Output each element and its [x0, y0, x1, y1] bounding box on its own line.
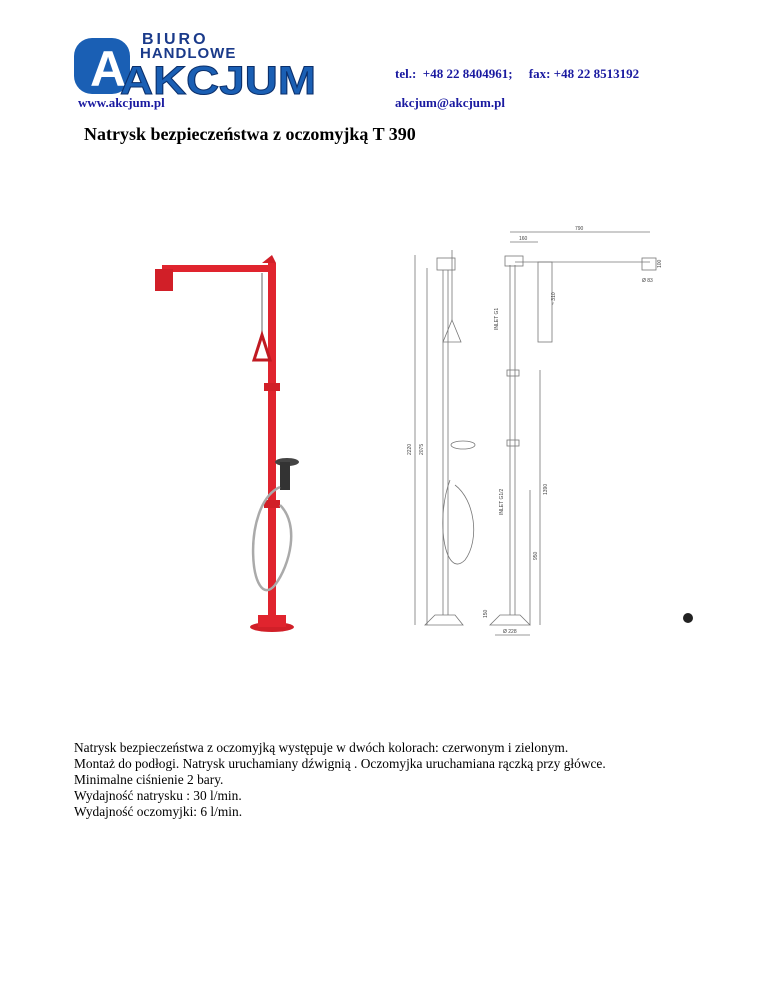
product-image: [150, 255, 310, 645]
logo-line2: HANDLOWE: [140, 45, 237, 62]
description-line: Wydajność oczomyjki: 6 l/min.: [74, 804, 243, 819]
shower-arm: [162, 265, 276, 272]
logo-a-letter: A: [90, 41, 127, 96]
dim-310: ~ 310: [551, 292, 557, 305]
dim-2220: 2220: [407, 443, 413, 455]
description-line: Minimalne ciśnienie 2 bary.: [74, 772, 224, 787]
dim-2075: 2075: [419, 443, 425, 455]
description-line: Natrysk bezpieczeństwa z oczomyjką występuje w dwóch kolorach: czerwonym i zielonym.: [74, 740, 569, 755]
dim-150: 150: [483, 609, 489, 618]
logo-brand: AKCJUM: [120, 59, 316, 96]
website-link[interactable]: www.akcjum.pl: [78, 95, 165, 110]
email-link[interactable]: akcjum@akcjum.pl: [395, 95, 505, 110]
pull-handle: [254, 335, 270, 360]
contact-line: tel.: +48 22 8404961; fax: +48 22 8513192: [395, 66, 640, 81]
arm-bracket: [262, 255, 276, 263]
technical-drawing: [395, 220, 695, 650]
dim-inlet-g12: INLET G1/2: [499, 488, 505, 515]
dim-160: 160: [519, 236, 528, 242]
description-line: Montaż do podłogi. Natrysk uruchamiany dźwignią . Oczomyjka uruchamiana rączką przy główce.: [74, 756, 606, 771]
page-title: Natrysk bezpieczeństwa z oczomyjką T 390: [84, 124, 416, 144]
joint-1: [264, 383, 280, 391]
base-foot: [258, 615, 286, 627]
dim-950: 950: [533, 551, 539, 560]
dim-790: 790: [575, 226, 584, 232]
shower-pole: [268, 263, 276, 625]
dim-83: Ø 83: [642, 278, 653, 284]
description: [74, 740, 606, 820]
description-line: Wydajność natrysku : 30 l/min.: [74, 788, 242, 803]
logo-line1: BIURO: [142, 31, 209, 48]
dim-1390: 1390: [543, 483, 549, 495]
akcjum-logo: [74, 28, 320, 96]
shower-head: [155, 269, 173, 291]
eyewash-handle: [280, 462, 290, 490]
dim-inlet-g1: INLET G1: [494, 307, 500, 330]
corner-mark: [683, 613, 693, 623]
joint-2: [264, 500, 280, 508]
dim-100: 100: [657, 259, 663, 268]
dim-228: Ø 228: [503, 629, 517, 635]
